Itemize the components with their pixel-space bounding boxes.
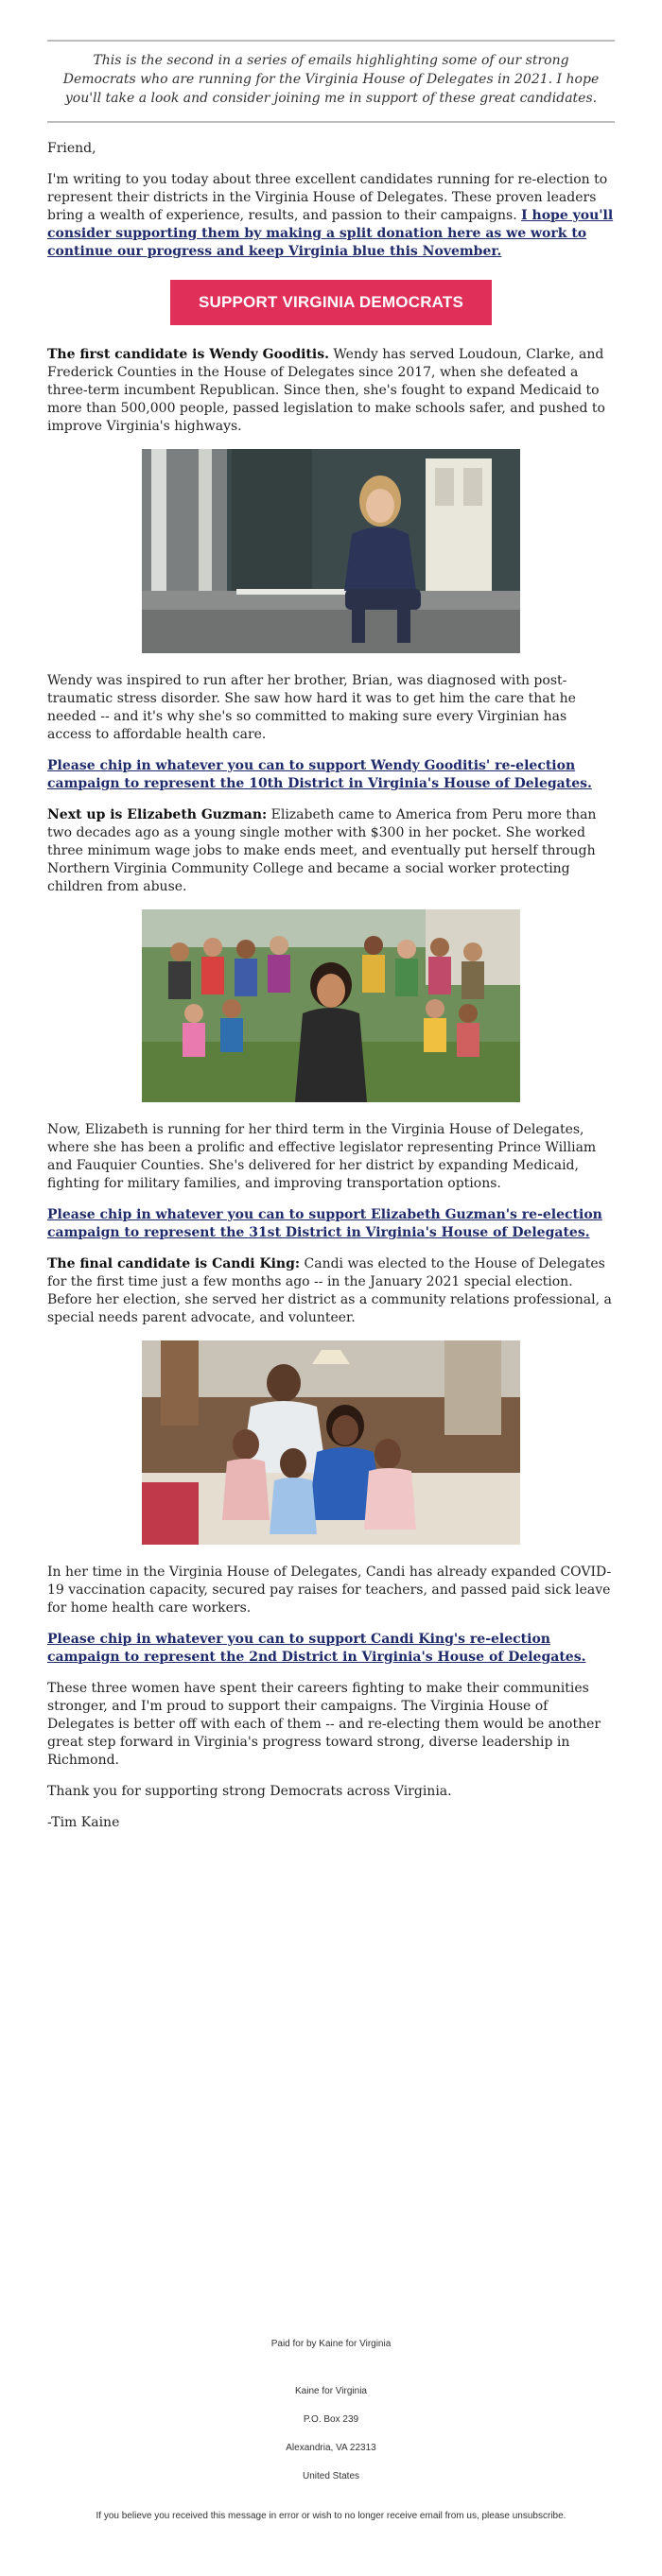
candidate-3-followup: In her time in the Virginia House of Delegates, Candi has already expanded COVID-19 vaccination capacity, secured pay raises for teachers, and passed paid sick leave for home health care workers. [47, 1565, 612, 1616]
candidate-3-photo [142, 1340, 520, 1545]
unsubscribe-prefix: If you believe you received this message in error or wish to no longer receive email from us, please [96, 2511, 513, 2521]
support-virginia-democrats-button[interactable]: SUPPORT VIRGINIA DEMOCRATS [170, 280, 492, 325]
email-content [47, 0, 615, 1845]
candidate-1-photo [142, 449, 520, 653]
opening-text: I'm writing to you today about three excellent candidates running for re-election to represent their districts in the Virginia House of Delegates. These proven leaders bring a wealth of experience, results, and passion to their campaigns. [47, 172, 608, 223]
candidate-1-donate-link[interactable]: Please chip in whatever you can to support Wendy Gooditis' re-election campaign to represent the 10th District in Virginia's House of Delegates. [47, 758, 592, 791]
split-donation-link[interactable]: I hope you'll consider supporting them by making a split donation here as we work to continue our progress and keep Virginia blue this November. [47, 208, 614, 259]
candidate-2-bio-text: Elizabeth came to America from Peru more than two decades ago as a young single mother with $300 in her pocket. She worked three minimum wage jobs to make ends meet, and eventually put herself through Northern Virginia Community College and became a social worker protecting children from abuse. [47, 807, 597, 894]
candidate-2-donate-link[interactable]: Please chip in whatever you can to support Elizabeth Guzman's re-election campaign to represent the 31st District in Virginia's House of Delegates. [47, 1207, 602, 1240]
signature: -Tim Kaine [47, 1815, 120, 1830]
candidate-3-link-paragraph [47, 1631, 615, 1667]
closing-paragraph: These three women have spent their careers fighting to make their communities stronger, and I'm proud to support their campaigns. The Virginia House of Delegates is better off with each of them -- and re-electing them would be another great step forward in Virginia's progress toward strong, diverse leadership in Richmond. [47, 1681, 601, 1768]
opening-paragraph [47, 171, 615, 261]
greeting: Friend, [47, 141, 96, 156]
unsubscribe-suffix: . [563, 2511, 566, 2521]
cta-container [47, 280, 615, 325]
candidate-3-donate-link[interactable]: Please chip in whatever you can to support Candi King's re-election campaign to represent the 2nd District in Virginia's House of Delegates. [47, 1632, 586, 1665]
candidate-1-followup: Wendy was inspired to run after her brother, Brian, was diagnosed with post-traumatic stress disorder. She saw how hard it was to get him the care that he needed -- and it's why she's so committed to making sure every Virginian has access to affordable health care. [47, 673, 576, 742]
candidate-1-bio [47, 346, 615, 436]
footer-country: United States [302, 2471, 360, 2481]
footer-paid-for: Paid for by Kaine for Virginia [270, 2339, 392, 2349]
unsubscribe-link[interactable]: unsubscribe [512, 2511, 564, 2521]
candidate-2-followup: Now, Elizabeth is running for her third term in the Virginia House of Delegates, where she has been a prolific and effective legislator representing Prince William and Fauquier Counties. She's delivered for her district by expanding Medicaid, fighting for military families, and improving transportation options. [47, 1122, 597, 1191]
footer-org: Kaine for Virginia [295, 2386, 367, 2396]
intro-note: This is the second in a series of emails highlighting some of our strong Democrats who are running for the Virginia House of Delegates in 2021. I hope you'll take a look and consider joining me in support of these great candidates. [62, 53, 600, 106]
candidate-2-photo [142, 909, 520, 1102]
candidate-2-link-paragraph [47, 1206, 615, 1242]
candidate-1-bio-text: Wendy has served Loudoun, Clarke, and Frederick Counties in the House of Delegates since 2017, when she defeated a three-term incumbent Republican. Since then, she's fought to expand Medicaid to more than 500,000 people, passed legislation to make schools safer, and pushed to improve Virginia's highways. [47, 347, 605, 434]
candidate-3-lead: The final candidate is Candi King: [47, 1256, 301, 1271]
footer-po-box: P.O. Box 239 [303, 2414, 359, 2425]
candidate-1-lead: The first candidate is Wendy Gooditis. [47, 347, 329, 362]
candidate-2-bio [47, 806, 615, 896]
candidate-2-lead: Next up is Elizabeth Guzman: [47, 807, 268, 822]
candidate-1-link-paragraph [47, 757, 615, 793]
candidate-3-bio [47, 1255, 615, 1327]
footer-city: Alexandria, VA 22313 [286, 2443, 376, 2453]
footer-unsubscribe [0, 2511, 662, 2521]
candidate-3-bio-text: Candi was elected to the House of Delegates for the first time just a few months ago -- in the January 2021 special election. Before her election, she served her district as a community relations professional, a special needs parent advocate, and volunteer. [47, 1256, 612, 1325]
thanks-line: Thank you for supporting strong Democrats across Virginia. [47, 1784, 452, 1799]
